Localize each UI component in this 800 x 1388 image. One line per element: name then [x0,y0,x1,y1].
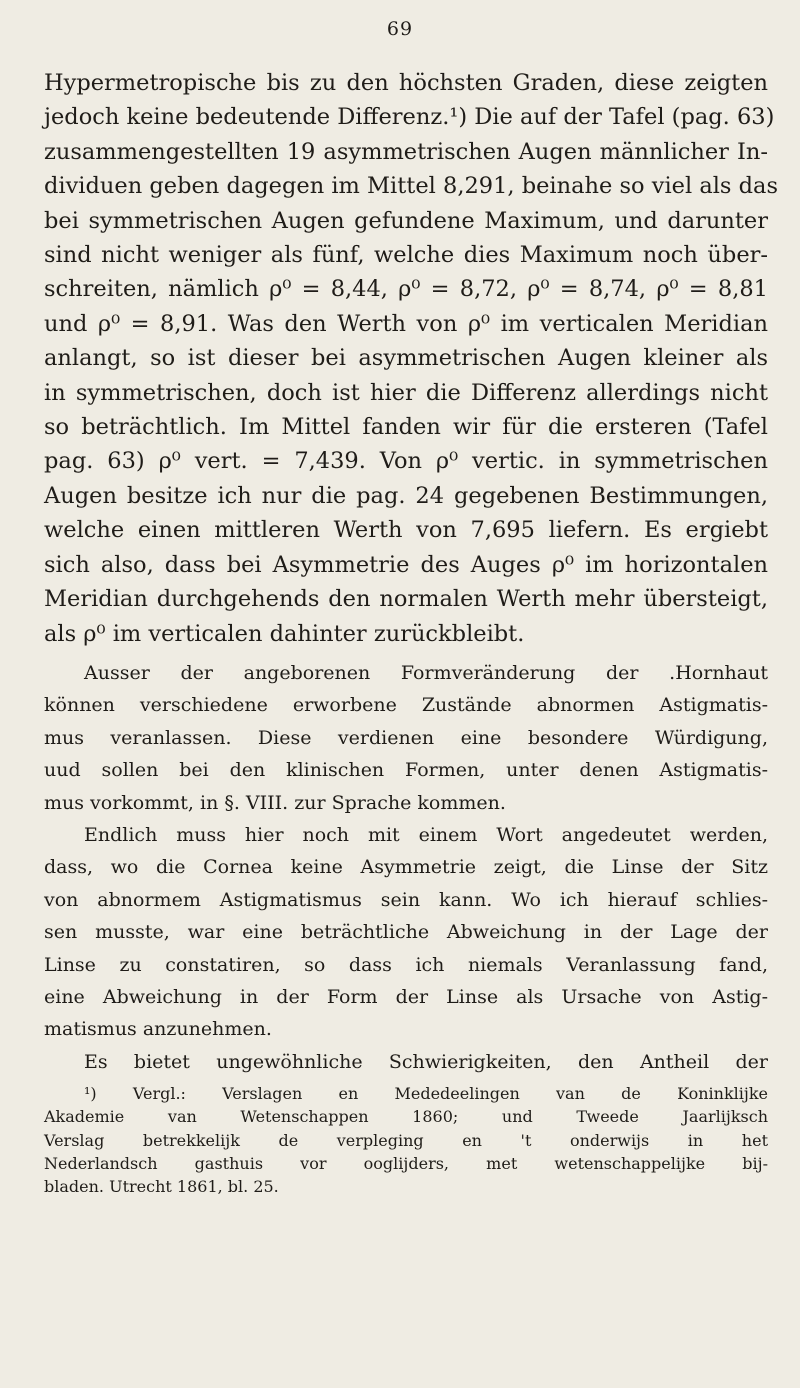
main-paragraph [44,66,778,651]
text-line: welche einen mittleren Werth von 7,695 liefern. Es ergiebt [44,517,768,544]
text-line: sind nicht weniger als fünf, welche dies Maximum noch über- [44,242,768,269]
text-line: anlangt, so ist dieser bei asymmetrischen Augen kleiner als [44,345,768,372]
text-line: so beträchtlich. Im Mittel fanden wir für die ersteren (Tafel [44,414,768,441]
text-line: als ρ⁰ im verticalen dahinter zurückbleibt. [44,620,525,647]
text-line: Meridian durchgehends den normalen Werth mehr übersteigt, [44,586,768,613]
text-line: dass, wo die Cornea keine Asymmetrie zeigt, die Linse der Sitz [44,856,768,879]
text-line: sich also, dass bei Asymmetrie des Auges ρ⁰ im horizontalen [44,551,768,578]
text-line: Hypermetropische bis zu den höchsten Graden, diese zeigten [44,70,768,96]
text-line: pag. 63) ρ⁰ vert. = 7,439. Von ρ⁰ vertic. in symmetrischen [44,448,768,475]
text-line: sen musste, war eine beträchtliche Abweichung in der Lage der [44,921,768,944]
footnote-line: ¹) Vergl.: Verslagen en Mededeelingen van de Koninklijke [84,1084,768,1104]
text-line: in symmetrischen, doch ist hier die Differenz allerdings nicht [44,379,768,406]
footnote-line: Verslag betrekkelijk de verpleging en 't onderwijs in het [44,1130,768,1150]
text-line: eine Abweichung in der Form der Linse als Ursache von Astig- [44,985,768,1008]
text-line: Linse zu constatiren, so dass ich niemals Veranlassung fand, [44,953,768,976]
text-line: bei symmetrischen Augen gefundene Maximum, und darunter [44,207,768,234]
text-line: von abnormem Astigmatismus sein kann. Wo ich hierauf schlies- [44,888,768,911]
text-line: und ρ⁰ = 8,91. Was den Werth von ρ⁰ im verticalen Meridian [44,310,768,337]
footnote-line: Akademie van Wetenschappen 1860; und Tweede Jaarlijksch [44,1107,768,1127]
text-line: jedoch keine bedeutende Differenz.¹) Die auf der Tafel (pag. 63) [44,104,775,131]
text-line: matismus anzunehmen. [44,1018,272,1041]
text-line: Augen besitze ich nur die pag. 24 gegebenen Bestimmungen, [44,482,768,509]
text-line: Endlich muss hier noch mit einem Wort angedeutet werden, [84,823,768,846]
page-body [44,66,778,1199]
text-line: Ausser der angeborenen Formveränderung der .Hornhaut [84,661,768,684]
footnote [44,1082,768,1198]
text-line: mus veranlassen. Diese verdienen eine besondere Würdigung, [44,726,768,749]
text-line: uud sollen bei den klinischen Formen, unter denen Astigmatis- [44,759,768,782]
text-line: zusammengestellten 19 asymmetrischen Augen männlicher In- [44,138,768,165]
text-line: mus vorkommt, in §. VIII. zur Sprache kommen. [44,791,506,814]
small-print-section [44,657,768,1078]
text-line: Es bietet ungewöhnliche Schwierigkeiten, den Antheil der [84,1050,768,1073]
text-line: schreiten, nämlich ρ⁰ = 8,44, ρ⁰ = 8,72, ρ⁰ = 8,74, ρ⁰ = 8,81 [44,276,768,303]
page-number: 69 [386,18,414,40]
text-line: dividuen geben dagegen im Mittel 8,291, beinahe so viel als das [44,173,778,200]
footnote-line: Nederlandsch gasthuis vor ooglijders, met wetenschappelijke bij- [44,1154,768,1174]
footnote-line: bladen. Utrecht 1861, bl. 25. [44,1177,279,1197]
text-line: können verschiedene erworbene Zustände abnormen Astigmatis- [44,694,768,717]
